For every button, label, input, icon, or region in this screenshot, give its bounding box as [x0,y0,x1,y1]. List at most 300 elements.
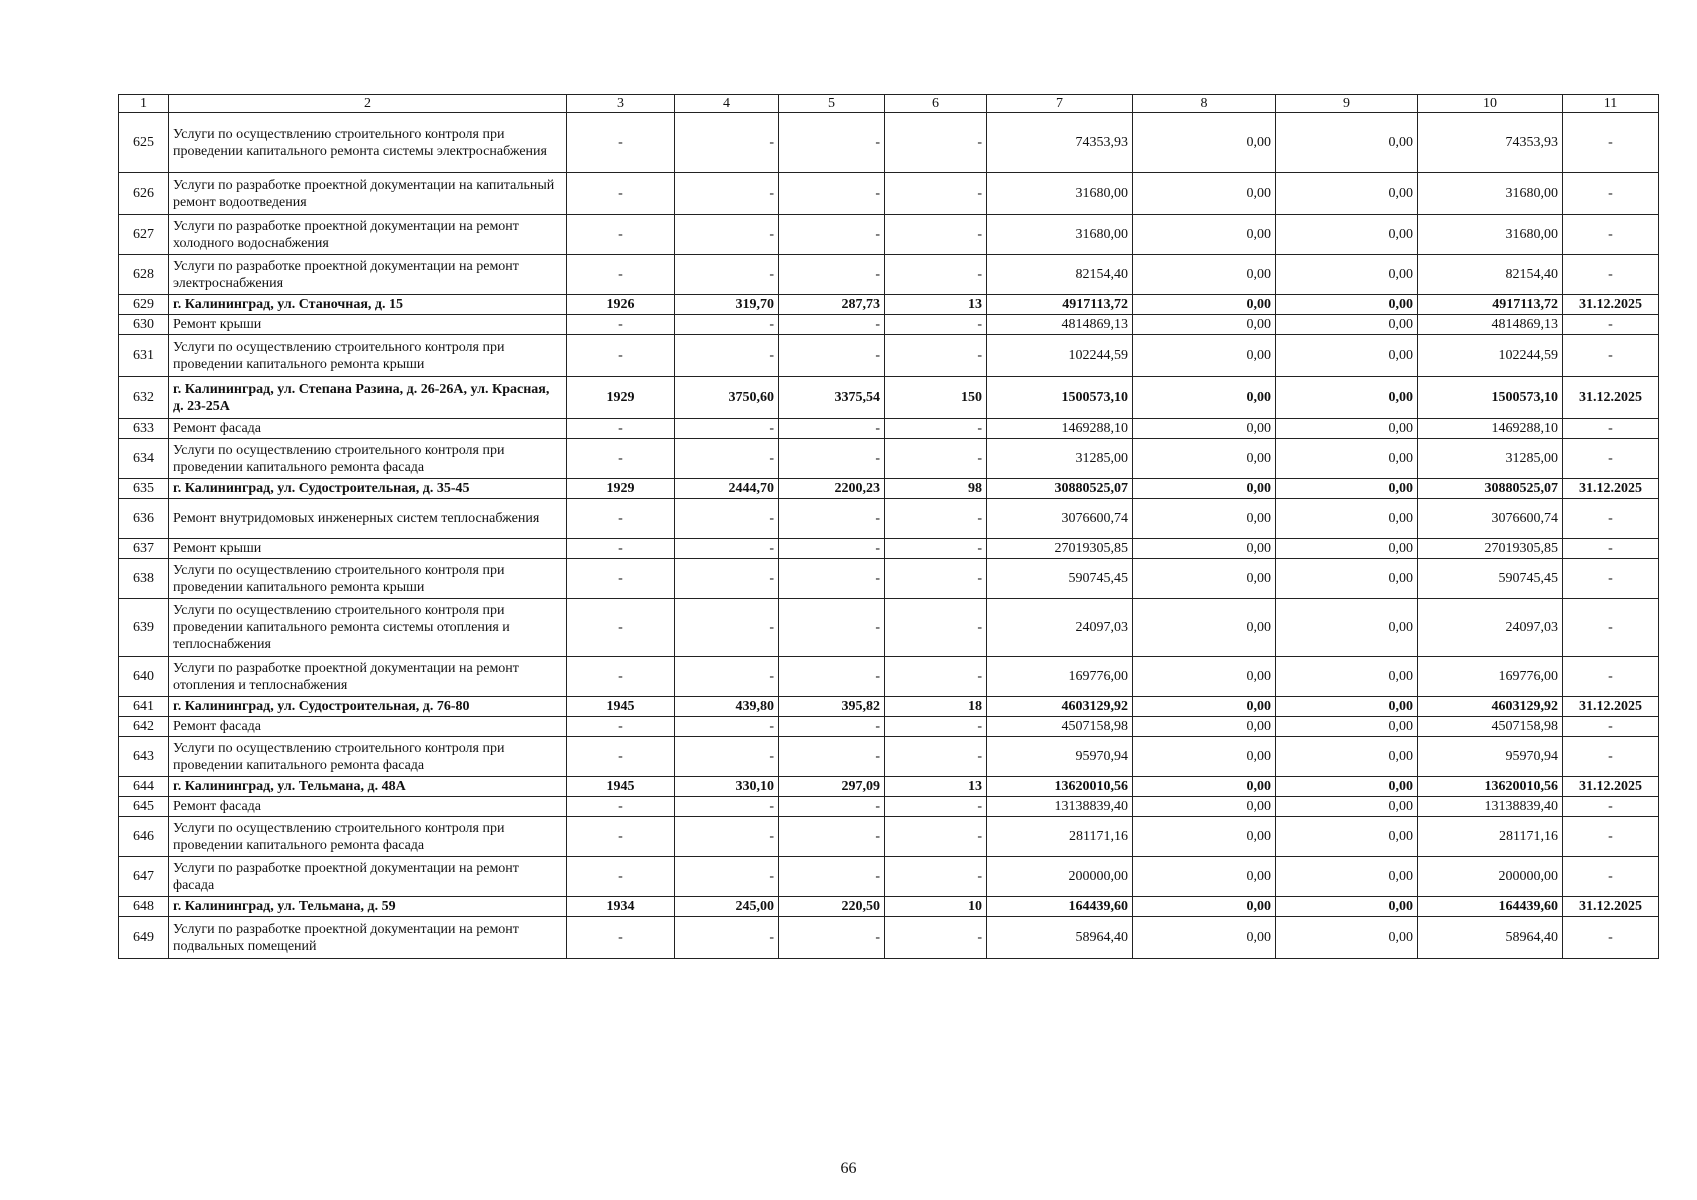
cell-total-area: - [675,173,779,215]
column-number: 7 [987,95,1133,113]
cell-completion-date: - [1563,315,1659,335]
work-description: Ремонт фасада [169,797,567,817]
cell-total-cost: 24097,03 [987,599,1133,657]
cell-living-area: 287,73 [779,295,885,315]
table-row [119,599,1659,657]
cell-total-area: - [675,539,779,559]
cell-owner-funds: 31285,00 [1418,439,1563,479]
table-row [119,173,1659,215]
cell-residents: 13 [885,777,987,797]
cell-year: - [567,717,675,737]
cell-residents: - [885,817,987,857]
cell-total-area: - [675,113,779,173]
work-description: г. Калининград, ул. Тельмана, д. 59 [169,897,567,917]
cell-living-area: - [779,255,885,295]
cell-regional-funds: 0,00 [1276,335,1418,377]
work-description: Ремонт крыши [169,315,567,335]
cell-residents: - [885,113,987,173]
cell-living-area: - [779,539,885,559]
cell-living-area: - [779,439,885,479]
cell-owner-funds: 1500573,10 [1418,377,1563,419]
cell-residents: 18 [885,697,987,717]
cell-owner-funds: 4917113,72 [1418,295,1563,315]
cell-total-area: - [675,335,779,377]
column-number: 6 [885,95,987,113]
cell-year: - [567,817,675,857]
table-row [119,439,1659,479]
table-row [119,657,1659,697]
cell-total-area: - [675,599,779,657]
cell-residents: - [885,215,987,255]
cell-regional-funds: 0,00 [1276,173,1418,215]
cell-completion-date: - [1563,215,1659,255]
table-row [119,697,1659,717]
cell-living-area: - [779,499,885,539]
cell-owner-funds: 4814869,13 [1418,315,1563,335]
cell-residents: 13 [885,295,987,315]
cell-owner-funds: 590745,45 [1418,559,1563,599]
cell-owner-funds: 169776,00 [1418,657,1563,697]
table-row [119,215,1659,255]
cell-living-area: - [779,315,885,335]
cell-total-cost: 200000,00 [987,857,1133,897]
cell-total-area: - [675,857,779,897]
cell-federal-funds: 0,00 [1133,697,1276,717]
work-description: г. Калининград, ул. Степана Разина, д. 26-26А, ул. Красная, д. 23-25А [169,377,567,419]
cell-residents: - [885,419,987,439]
cell-year: 1934 [567,897,675,917]
cell-federal-funds: 0,00 [1133,857,1276,897]
table-row [119,559,1659,599]
cell-completion-date: - [1563,797,1659,817]
cell-living-area: - [779,797,885,817]
cell-residents: - [885,599,987,657]
cell-living-area: - [779,737,885,777]
cell-regional-funds: 0,00 [1276,697,1418,717]
cell-owner-funds: 31680,00 [1418,215,1563,255]
cell-living-area: 2200,23 [779,479,885,499]
cell-residents: - [885,315,987,335]
cell-total-area: 2444,70 [675,479,779,499]
cell-residents: - [885,797,987,817]
cell-federal-funds: 0,00 [1133,295,1276,315]
cell-year: 1945 [567,777,675,797]
cell-residents: - [885,499,987,539]
cell-total-cost: 590745,45 [987,559,1133,599]
cell-completion-date: 31.12.2025 [1563,295,1659,315]
cell-year: - [567,215,675,255]
work-description: г. Калининград, ул. Судостроительная, д. 35-45 [169,479,567,499]
table-row [119,255,1659,295]
cell-residents: - [885,173,987,215]
cell-total-area: - [675,499,779,539]
cell-federal-funds: 0,00 [1133,657,1276,697]
cell-completion-date: - [1563,559,1659,599]
cell-completion-date: 31.12.2025 [1563,479,1659,499]
cell-total-cost: 164439,60 [987,897,1133,917]
cell-living-area: - [779,657,885,697]
table-row [119,295,1659,315]
table-row [119,377,1659,419]
cell-regional-funds: 0,00 [1276,255,1418,295]
cell-federal-funds: 0,00 [1133,599,1276,657]
row-number: 634 [119,439,169,479]
cell-regional-funds: 0,00 [1276,315,1418,335]
column-number: 1 [119,95,169,113]
cell-total-area: 3750,60 [675,377,779,419]
cell-regional-funds: 0,00 [1276,479,1418,499]
cell-year: 1929 [567,377,675,419]
cell-living-area: - [779,215,885,255]
cell-completion-date: - [1563,917,1659,959]
cell-federal-funds: 0,00 [1133,777,1276,797]
cell-regional-funds: 0,00 [1276,817,1418,857]
column-number: 4 [675,95,779,113]
cell-regional-funds: 0,00 [1276,777,1418,797]
row-number: 640 [119,657,169,697]
cell-total-area: - [675,717,779,737]
cell-total-cost: 102244,59 [987,335,1133,377]
cell-total-cost: 13138839,40 [987,797,1133,817]
cell-living-area: - [779,559,885,599]
cell-total-cost: 13620010,56 [987,777,1133,797]
row-number: 645 [119,797,169,817]
work-description: Услуги по разработке проектной документации на ремонт холодного водоснабжения [169,215,567,255]
cell-federal-funds: 0,00 [1133,173,1276,215]
row-number: 628 [119,255,169,295]
cell-total-cost: 281171,16 [987,817,1133,857]
row-number: 638 [119,559,169,599]
column-number: 11 [1563,95,1659,113]
cell-year: - [567,499,675,539]
row-number: 644 [119,777,169,797]
work-description: Услуги по осуществлению строительного контроля при проведении капитального ремонта системы отопления и теплоснабжения [169,599,567,657]
cell-completion-date: - [1563,817,1659,857]
cell-total-area: 330,10 [675,777,779,797]
work-description: Услуги по разработке проектной документации на ремонт фасада [169,857,567,897]
cell-owner-funds: 281171,16 [1418,817,1563,857]
cell-owner-funds: 31680,00 [1418,173,1563,215]
row-number: 632 [119,377,169,419]
row-number: 639 [119,599,169,657]
cell-year: - [567,917,675,959]
cell-residents: - [885,559,987,599]
cell-residents: - [885,857,987,897]
cell-total-area: - [675,439,779,479]
cell-total-cost: 31285,00 [987,439,1133,479]
cell-owner-funds: 24097,03 [1418,599,1563,657]
cell-federal-funds: 0,00 [1133,499,1276,539]
cell-year: - [567,797,675,817]
work-description: Услуги по осуществлению строительного контроля при проведении капитального ремонта крыши [169,335,567,377]
cell-owner-funds: 58964,40 [1418,917,1563,959]
cell-completion-date: 31.12.2025 [1563,897,1659,917]
cell-owner-funds: 3076600,74 [1418,499,1563,539]
row-number: 648 [119,897,169,917]
cell-federal-funds: 0,00 [1133,559,1276,599]
row-number: 641 [119,697,169,717]
cell-regional-funds: 0,00 [1276,499,1418,539]
cell-living-area: 297,09 [779,777,885,797]
table-row [119,817,1659,857]
cell-year: 1945 [567,697,675,717]
cell-regional-funds: 0,00 [1276,717,1418,737]
cell-completion-date: 31.12.2025 [1563,377,1659,419]
cell-regional-funds: 0,00 [1276,377,1418,419]
cell-residents: - [885,917,987,959]
cell-federal-funds: 0,00 [1133,255,1276,295]
cell-completion-date: 31.12.2025 [1563,777,1659,797]
cell-year: - [567,539,675,559]
cell-owner-funds: 27019305,85 [1418,539,1563,559]
cell-year: - [567,315,675,335]
cell-regional-funds: 0,00 [1276,559,1418,599]
cell-owner-funds: 1469288,10 [1418,419,1563,439]
cell-residents: - [885,539,987,559]
cell-living-area: - [779,917,885,959]
cell-federal-funds: 0,00 [1133,315,1276,335]
cell-total-cost: 1500573,10 [987,377,1133,419]
cell-federal-funds: 0,00 [1133,897,1276,917]
work-description: г. Калининград, ул. Станочная, д. 15 [169,295,567,315]
cell-total-cost: 95970,94 [987,737,1133,777]
cell-total-area: - [675,559,779,599]
work-description: Ремонт фасада [169,717,567,737]
cell-living-area: - [779,857,885,897]
cell-total-cost: 1469288,10 [987,419,1133,439]
cell-federal-funds: 0,00 [1133,377,1276,419]
page-number: 66 [840,1160,857,1177]
cell-year: 1929 [567,479,675,499]
cell-total-area: - [675,797,779,817]
cell-regional-funds: 0,00 [1276,797,1418,817]
column-number-row [119,95,1659,113]
row-number: 631 [119,335,169,377]
cell-total-area: 439,80 [675,697,779,717]
cell-owner-funds: 74353,93 [1418,113,1563,173]
work-description: Услуги по осуществлению строительного контроля при проведении капитального ремонта крыши [169,559,567,599]
cell-total-cost: 58964,40 [987,917,1133,959]
row-number: 629 [119,295,169,315]
cell-total-area: - [675,737,779,777]
cell-regional-funds: 0,00 [1276,917,1418,959]
cell-residents: - [885,335,987,377]
column-number: 3 [567,95,675,113]
cell-living-area: 3375,54 [779,377,885,419]
cell-year: - [567,657,675,697]
work-description: Услуги по осуществлению строительного контроля при проведении капитального ремонта фасада [169,439,567,479]
table-row [119,857,1659,897]
cell-owner-funds: 13138839,40 [1418,797,1563,817]
cell-completion-date: - [1563,419,1659,439]
cell-regional-funds: 0,00 [1276,419,1418,439]
cell-total-cost: 82154,40 [987,255,1133,295]
cell-residents: 150 [885,377,987,419]
row-number: 647 [119,857,169,897]
cell-federal-funds: 0,00 [1133,797,1276,817]
cell-living-area: - [779,599,885,657]
cell-year: - [567,857,675,897]
cell-owner-funds: 200000,00 [1418,857,1563,897]
table-row [119,419,1659,439]
cell-total-cost: 27019305,85 [987,539,1133,559]
table-row [119,737,1659,777]
cell-year: 1926 [567,295,675,315]
cell-owner-funds: 164439,60 [1418,897,1563,917]
table-row [119,797,1659,817]
cell-residents: - [885,657,987,697]
cell-residents: 98 [885,479,987,499]
work-description: Услуги по разработке проектной документации на ремонт подвальных помещений [169,917,567,959]
row-number: 635 [119,479,169,499]
cell-living-area: - [779,113,885,173]
cell-living-area: - [779,335,885,377]
cell-owner-funds: 4603129,92 [1418,697,1563,717]
cell-total-area: - [675,917,779,959]
row-number: 626 [119,173,169,215]
cell-federal-funds: 0,00 [1133,817,1276,857]
cell-completion-date: - [1563,439,1659,479]
cell-total-cost: 74353,93 [987,113,1133,173]
cell-completion-date: - [1563,335,1659,377]
cell-federal-funds: 0,00 [1133,479,1276,499]
cell-year: - [567,439,675,479]
cell-total-area: - [675,215,779,255]
cell-living-area: - [779,717,885,737]
table-body [119,113,1659,959]
cell-federal-funds: 0,00 [1133,539,1276,559]
column-number: 9 [1276,95,1418,113]
cell-year: - [567,419,675,439]
cell-living-area: 220,50 [779,897,885,917]
cell-living-area: - [779,173,885,215]
table-row [119,539,1659,559]
cell-completion-date: - [1563,737,1659,777]
repair-program-table [118,94,1659,959]
cell-total-cost: 3076600,74 [987,499,1133,539]
cell-regional-funds: 0,00 [1276,657,1418,697]
cell-total-area: - [675,419,779,439]
work-description: Услуги по разработке проектной документации на ремонт отопления и теплоснабжения [169,657,567,697]
cell-residents: 10 [885,897,987,917]
cell-year: - [567,113,675,173]
cell-completion-date: - [1563,717,1659,737]
work-description: Услуги по разработке проектной документации на капитальный ремонт водоотведения [169,173,567,215]
cell-owner-funds: 82154,40 [1418,255,1563,295]
row-number: 643 [119,737,169,777]
work-description: Услуги по разработке проектной документации на ремонт электроснабжения [169,255,567,295]
cell-total-area: - [675,255,779,295]
cell-completion-date: 31.12.2025 [1563,697,1659,717]
row-number: 630 [119,315,169,335]
cell-year: - [567,559,675,599]
cell-regional-funds: 0,00 [1276,113,1418,173]
cell-total-cost: 31680,00 [987,173,1133,215]
cell-total-cost: 4603129,92 [987,697,1133,717]
table-row [119,335,1659,377]
work-description: Услуги по осуществлению строительного контроля при проведении капитального ремонта фасада [169,817,567,857]
cell-total-area: 319,70 [675,295,779,315]
cell-owner-funds: 95970,94 [1418,737,1563,777]
cell-federal-funds: 0,00 [1133,737,1276,777]
row-number: 625 [119,113,169,173]
work-description: Услуги по осуществлению строительного контроля при проведении капитального ремонта системы электроснабжения [169,113,567,173]
cell-year: - [567,335,675,377]
table-row [119,717,1659,737]
cell-completion-date: - [1563,539,1659,559]
table-row [119,315,1659,335]
cell-total-area: - [675,817,779,857]
cell-completion-date: - [1563,173,1659,215]
cell-completion-date: - [1563,113,1659,173]
cell-residents: - [885,255,987,295]
cell-regional-funds: 0,00 [1276,439,1418,479]
cell-residents: - [885,717,987,737]
row-number: 627 [119,215,169,255]
work-description: Услуги по осуществлению строительного контроля при проведении капитального ремонта фасада [169,737,567,777]
row-number: 649 [119,917,169,959]
cell-year: - [567,173,675,215]
cell-total-area: - [675,657,779,697]
cell-regional-funds: 0,00 [1276,599,1418,657]
column-number: 5 [779,95,885,113]
cell-completion-date: - [1563,255,1659,295]
cell-total-area: 245,00 [675,897,779,917]
cell-federal-funds: 0,00 [1133,917,1276,959]
table-row [119,897,1659,917]
document-sheet [118,94,1658,959]
cell-residents: - [885,439,987,479]
cell-owner-funds: 4507158,98 [1418,717,1563,737]
work-description: Ремонт фасада [169,419,567,439]
work-description: Ремонт крыши [169,539,567,559]
cell-federal-funds: 0,00 [1133,215,1276,255]
table-row [119,499,1659,539]
table-row [119,113,1659,173]
work-description: г. Калининград, ул. Тельмана, д. 48А [169,777,567,797]
cell-total-cost: 169776,00 [987,657,1133,697]
cell-total-cost: 30880525,07 [987,479,1133,499]
cell-regional-funds: 0,00 [1276,215,1418,255]
cell-regional-funds: 0,00 [1276,737,1418,777]
cell-federal-funds: 0,00 [1133,335,1276,377]
cell-regional-funds: 0,00 [1276,857,1418,897]
column-number: 10 [1418,95,1563,113]
cell-owner-funds: 102244,59 [1418,335,1563,377]
cell-federal-funds: 0,00 [1133,419,1276,439]
row-number: 633 [119,419,169,439]
cell-living-area: 395,82 [779,697,885,717]
cell-living-area: - [779,419,885,439]
column-number: 8 [1133,95,1276,113]
cell-regional-funds: 0,00 [1276,539,1418,559]
cell-regional-funds: 0,00 [1276,295,1418,315]
cell-year: - [567,255,675,295]
cell-completion-date: - [1563,657,1659,697]
row-number: 642 [119,717,169,737]
cell-owner-funds: 30880525,07 [1418,479,1563,499]
cell-residents: - [885,737,987,777]
cell-total-area: - [675,315,779,335]
table-row [119,479,1659,499]
row-number: 636 [119,499,169,539]
table-row [119,777,1659,797]
cell-completion-date: - [1563,499,1659,539]
column-number: 2 [169,95,567,113]
cell-total-cost: 4814869,13 [987,315,1133,335]
table-row [119,917,1659,959]
row-number: 646 [119,817,169,857]
